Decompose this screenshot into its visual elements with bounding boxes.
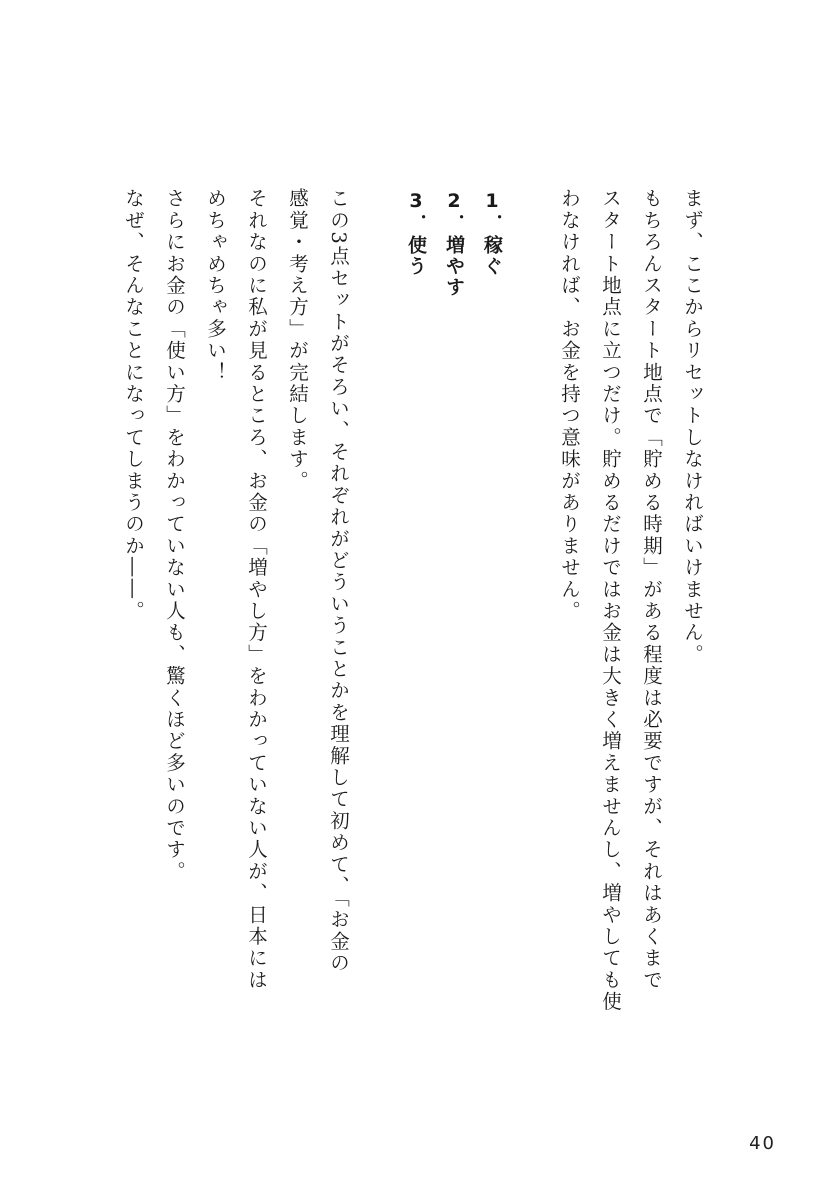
list-item-use: 3．使う (405, 190, 427, 277)
text-column: この3点セットがそろい、それぞれがどういうことかを理解して初めて、「お金の (327, 188, 350, 975)
text-column: まず、ここからリセットしなければいけません。 (681, 188, 704, 666)
text-column: 感覚・考え方」が完結します。 (286, 188, 309, 492)
list-item-earn: 1．稼ぐ (481, 190, 503, 277)
text-column: スタート地点に立つだけ。貯めるだけではお金は大きく増えませんし、増やしても使 (599, 188, 622, 1013)
text-column: もちろんスタート地点で「貯める時期」がある程度は必要ですが、それはあくまで (640, 188, 663, 991)
text-column: さらにお金の「使い方」をわかっていない人も、驚くほど多いのです。 (163, 188, 186, 883)
text-column: それなのに私が見るところ、お金の「増やし方」をわかっていない人が、日本には (245, 188, 268, 991)
list-item-grow: 2．増やす (443, 190, 465, 298)
page-number: 40 (749, 1133, 776, 1154)
text-column: なぜ、そんなことになってしまうのか――。 (122, 188, 145, 622)
text-column: めちゃめちゃ多い！ (204, 188, 227, 384)
text-column: わなければ、お金を持つ意味がありません。 (558, 188, 581, 622)
